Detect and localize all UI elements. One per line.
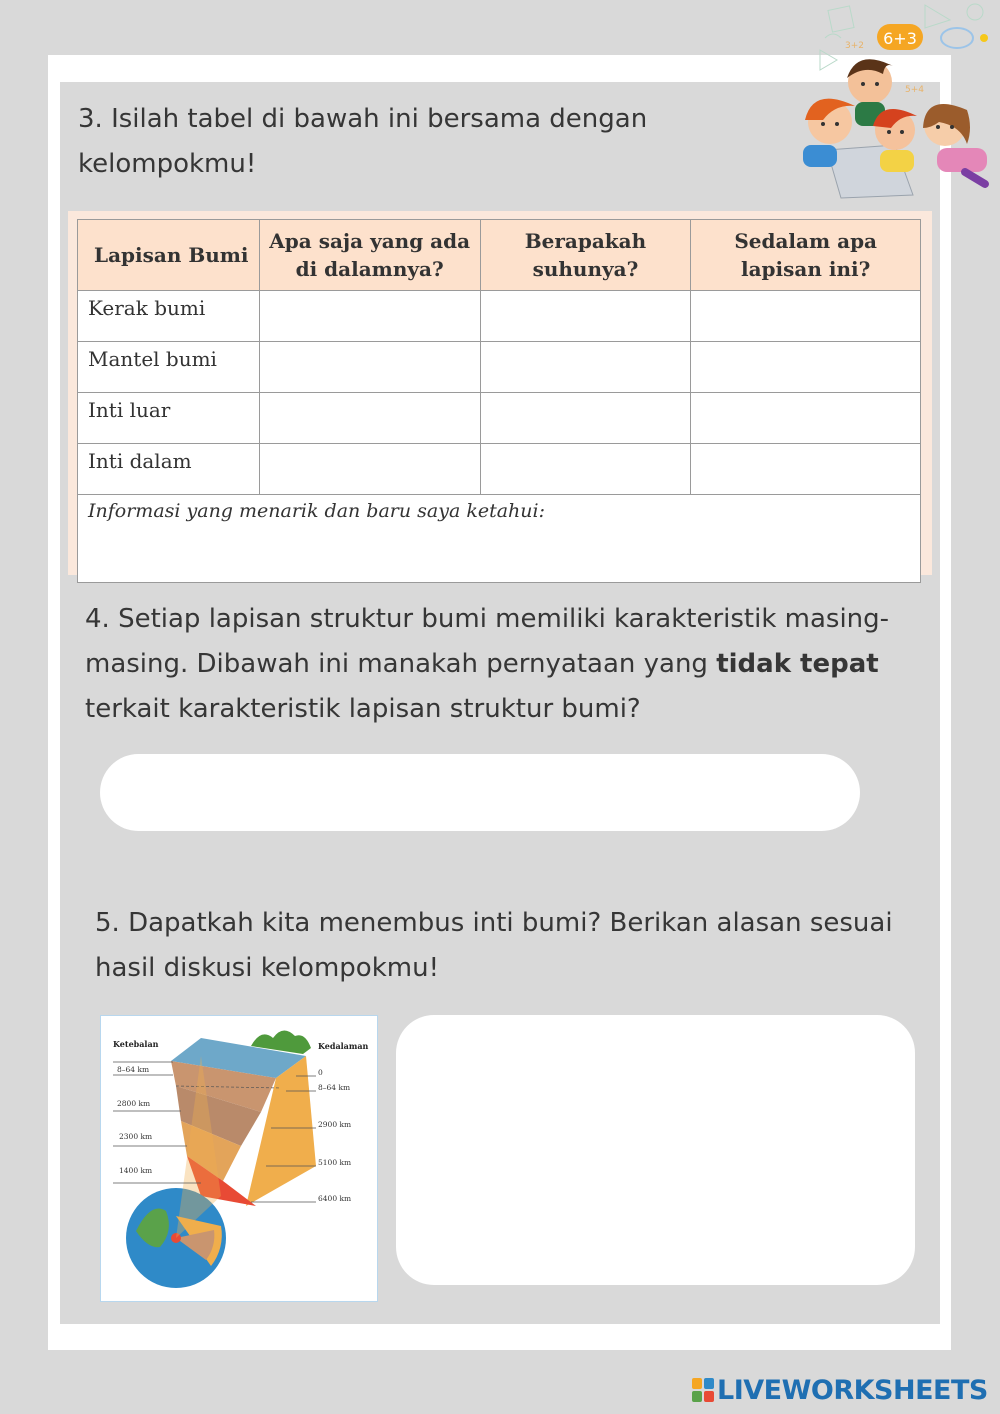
answer-cell[interactable] — [480, 291, 691, 342]
answer-cell[interactable] — [259, 444, 480, 495]
depth-outer-core: 5100 km — [318, 1158, 352, 1167]
info-cell[interactable]: Informasi yang menarik dan baru saya ketahui: — [78, 495, 921, 583]
answer-cell[interactable] — [480, 444, 691, 495]
label-ketebalan: Ketebalan — [113, 1039, 159, 1049]
depth-0: 0 — [318, 1068, 323, 1077]
answer-cell[interactable] — [480, 393, 691, 444]
question-3: 3. Isilah tabel di bawah ini bersama dengan kelompokmu! — [78, 104, 648, 179]
answer-cell[interactable] — [259, 393, 480, 444]
depth-crust: 8–64 km — [318, 1083, 351, 1092]
answer-cell[interactable] — [691, 444, 921, 495]
layer-table-container — [68, 211, 932, 575]
earth-layers-table — [77, 219, 921, 583]
badge-text: 6+3 — [883, 29, 917, 48]
row-label-inti-dalam: Inti dalam — [78, 444, 260, 495]
question-4 — [85, 597, 905, 732]
header-suhu: Berapakah suhunya? — [480, 220, 691, 291]
table-row — [78, 444, 921, 495]
thickness-crust: 8–64 km — [117, 1065, 150, 1074]
table-row — [78, 393, 921, 444]
question-5: 5. Dapatkah kita menembus inti bumi? Berikan alasan sesuai hasil diskusi kelompokmu! — [95, 908, 893, 983]
question-4-part2: terkait karakteristik lapisan struktur bumi? — [85, 694, 641, 724]
answer-dropdown-q4[interactable] — [100, 754, 860, 831]
answer-cell[interactable] — [259, 342, 480, 393]
thickness-outer-core: 2300 km — [119, 1132, 153, 1141]
thickness-mantle: 2800 km — [117, 1099, 151, 1108]
logo-text: LIVEWORKSHEETS — [717, 1374, 988, 1406]
thickness-inner-core: 1400 km — [119, 1166, 153, 1175]
kids-laptop-illustration — [775, 0, 1000, 205]
depth-inner-core: 6400 km — [318, 1194, 352, 1203]
earth-structure-diagram — [100, 1015, 378, 1302]
table-row — [78, 342, 921, 393]
row-label-inti-luar: Inti luar — [78, 393, 260, 444]
label-kedalaman: Kedalaman — [318, 1041, 369, 1051]
answer-cell[interactable] — [691, 291, 921, 342]
table-row — [78, 291, 921, 342]
question-4-part1: 4. Setiap lapisan struktur bumi memiliki karakteristik masing-masing. Dibawah ini manakah pernyataan yang — [85, 604, 890, 679]
row-label-mantel: Mantel bumi — [78, 342, 260, 393]
table-footer-row — [78, 495, 921, 583]
answer-cell[interactable] — [480, 342, 691, 393]
math-text-2: 5+4 — [905, 85, 924, 95]
answer-cell[interactable] — [259, 291, 480, 342]
table-header-row — [78, 220, 921, 291]
answer-cell[interactable] — [691, 393, 921, 444]
answer-textbox-q5[interactable] — [396, 1015, 915, 1285]
logo-icon — [692, 1378, 714, 1402]
header-lapisan-bumi: Lapisan Bumi — [78, 220, 260, 291]
row-label-kerak: Kerak bumi — [78, 291, 260, 342]
header-kedalaman: Sedalam apa lapisan ini? — [691, 220, 921, 291]
answer-cell[interactable] — [691, 342, 921, 393]
liveworksheets-logo[interactable] — [692, 1372, 988, 1408]
question-4-emphasis: tidak tepat — [716, 649, 879, 679]
math-text-1: 3+2 — [845, 41, 864, 51]
header-isi: Apa saja yang ada di dalamnya? — [259, 220, 480, 291]
depth-mantle: 2900 km — [318, 1120, 352, 1129]
